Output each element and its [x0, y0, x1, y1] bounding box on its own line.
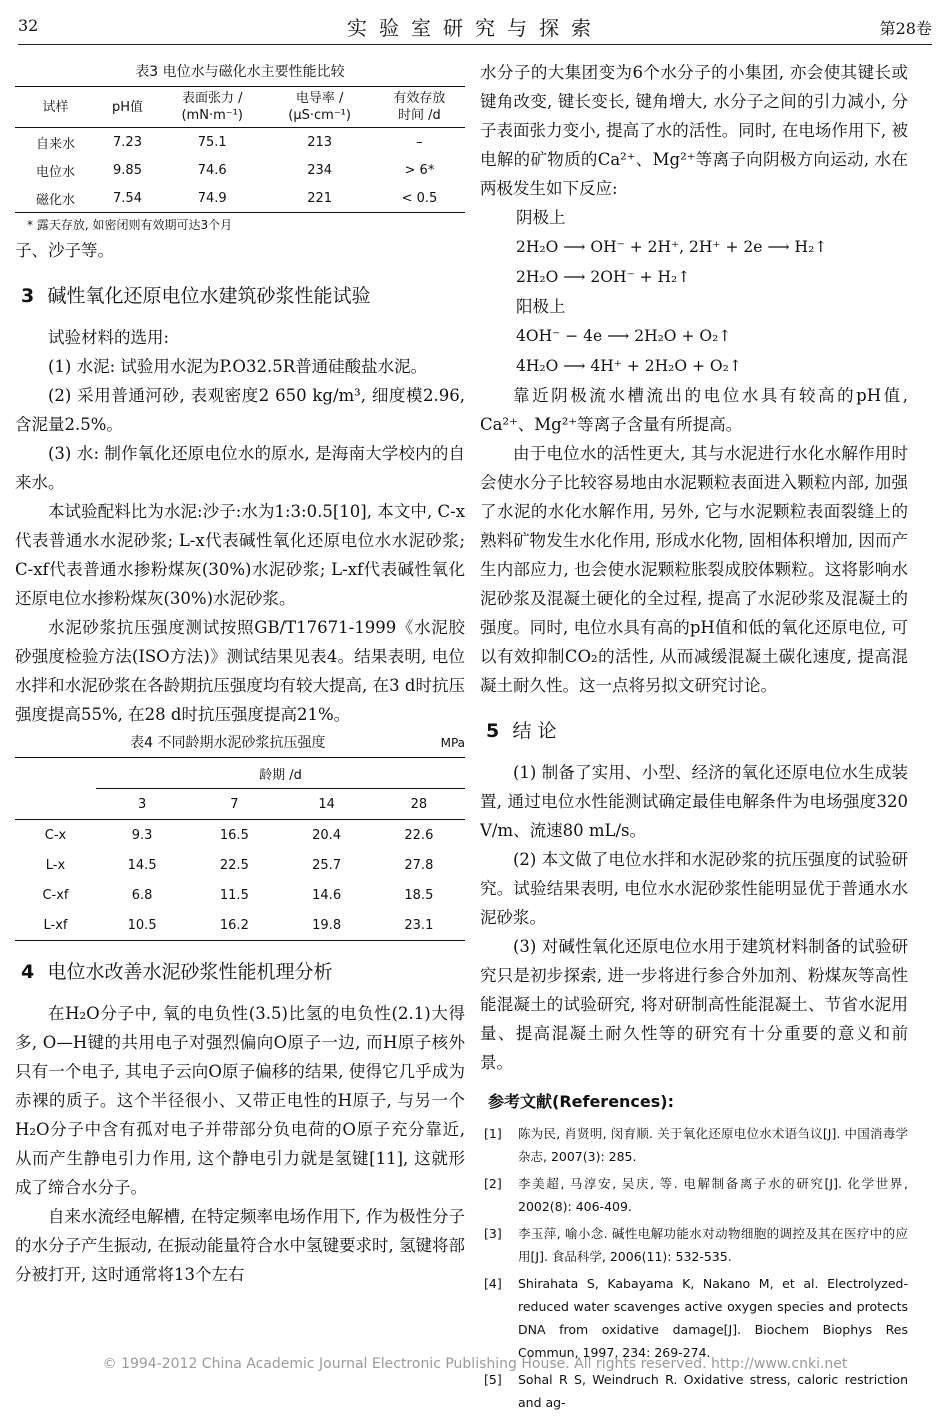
- table3-footnote: * 露天存放, 如密闭则有效期可达3个月: [27, 218, 233, 232]
- section-4-heading: 4 电位水改善水泥砂浆性能机理分析: [21, 961, 333, 983]
- copyright-footer: © 1994-2012 China Academic Journal Electronic Publishing House. All rights reserved. http://www.cnki.net: [102, 1356, 848, 1372]
- table-cell: 11.5: [219, 887, 249, 903]
- table4-group-header: 龄期 /d: [96, 758, 465, 789]
- table4-unit: MPa: [440, 736, 465, 750]
- table3-caption: 表3 电位水与磁化水主要性能比较: [135, 64, 345, 80]
- paragraph: 由于电位水的活性更大, 其与水泥进行水化水解作用时会使水分子比较容易地由水泥颗粒表面进入颗粒内部, 加强了水泥的水化水解作用, 另外, 它与水泥颗粒表面裂缝上的熟料矿物发生水化作用, 形成水化物, 固相体积增加, 因而产生内部应力, 也会使水泥颗粒胀裂成胶体颗粒。这将影响水泥砂浆及混凝土硬化的全过程, 提高了水泥砂浆及混凝土的强度。同时, 电位水具有高的pH值和低的氧化还原电位, 可以有效抑制CO₂的活性, 从而减缓混凝土碳化速度, 提高混凝土耐久性。这一点将另拟文研究讨论。: [480, 444, 908, 695]
- table-row: [15, 184, 465, 213]
- paragraph: 水泥砂浆抗压强度测试按照GB/T17671-1999《水泥胶砂强度检验方法(ISO方法)》测试结果见表4。结果表明, 电位水拌和水泥砂浆在各龄期抗压强度均有较大提高, 在3 d时抗压强度提高55%, 在28 d时抗压强度提高21%。: [15, 618, 465, 724]
- reaction-equation: 4H₂O ⟶ 4H⁺ + 2H₂O + O₂↑: [516, 357, 742, 375]
- table-cell: 10.5: [127, 917, 157, 933]
- table3-header: 试样: [15, 87, 96, 128]
- table-cell: 自来水: [35, 136, 75, 152]
- paragraph: (3) 对碱性氧化还原电位水用于建筑材料制备的试验研究只是初步探索, 进一步将进行参合外加剂、粉煤灰等高性能混凝土的试验研究, 将对研制高性能混凝土、节省水泥用量、提高混凝土耐久性等的研究有十分重要的意义和前景。: [480, 937, 908, 1072]
- table-cell: 9.85: [113, 162, 142, 178]
- table-cell: 221: [307, 190, 333, 206]
- table-cell: 磁化水: [35, 192, 75, 208]
- table-cell: 213: [307, 134, 333, 150]
- table-cell: 27.8: [404, 857, 434, 873]
- paragraph: 在H₂O分子中, 氧的电负性(3.5)比氢的电负性(2.1)大得多, O—H键的共用电子对强烈偏向O原子一边, 而H原子核外只有一个电子, 其电子云向O原子偏移的结果, 使得它几乎成为赤裸的质子。这个半径很小、又带正电性的H原子, 与另一个H₂O分子中含有孤对电子并带部分负电荷的O原子充分靠近, 从而产生静电引力作用, 这个静电引力就是氢键[11], 这就形成了缔合水分子。: [15, 1004, 465, 1197]
- table-cell: 7.23: [113, 134, 142, 150]
- table-cell: C-x: [44, 827, 67, 843]
- anode-label: 阳极上: [516, 297, 566, 316]
- table-cell: 7.54: [113, 190, 142, 206]
- reference-item: [5] Sohal R S, Weindruch R. Oxidative stress, caloric restriction and ag-: [484, 1372, 908, 1410]
- table-cell: 14.5: [127, 857, 157, 873]
- paragraph: 自来水流经电解槽, 在特定频率电场作用下, 作为极性分子的水分子产生振动, 在振动能量符合水中氢键要求时, 氢键将部分被打开, 这时通常将13个左右: [15, 1207, 465, 1284]
- table-cell: 74.6: [197, 162, 227, 178]
- table-cell: 23.1: [404, 917, 434, 933]
- left-column: [15, 58, 465, 1289]
- table4: [15, 757, 465, 941]
- reaction-equation: 2H₂O ⟶ OH⁻ + 2H⁺, 2H⁺ + 2e ⟶ H₂↑: [516, 238, 828, 256]
- page-number: 32: [18, 16, 39, 35]
- table4-header: 28: [410, 796, 428, 812]
- table-cell: 25.7: [312, 857, 342, 873]
- table-cell: L-xf: [43, 917, 68, 933]
- table-cell: > 6*: [404, 162, 435, 178]
- volume-label: 第28卷: [879, 19, 932, 38]
- paragraph: 试验材料的选用:: [48, 328, 170, 347]
- paragraph: 本试验配料比为水泥:沙子:水为1:3:0.5[10], 本文中, C-x代表普通水水泥砂浆; L-x代表碱性氧化还原电位水水泥砂浆; C-xf代表普通水掺粉煤灰(30%)水泥砂浆; L-xf代表碱性氧化还原电位水掺粉煤灰(30%)水泥砂浆。: [15, 502, 465, 608]
- table-cell: 18.5: [404, 887, 434, 903]
- table4-header: 7: [230, 796, 239, 812]
- reaction-equation: 2H₂O ⟶ 2OH⁻ + H₂↑: [516, 268, 691, 286]
- table-cell: C-xf: [42, 887, 69, 903]
- table-cell: 16.2: [219, 917, 249, 933]
- table4-caption: 表4 不同龄期水泥砂浆抗压强度 MPa: [130, 735, 465, 751]
- references-heading: 参考文献(References):: [488, 1092, 675, 1111]
- table-cell: < 0.5: [401, 190, 438, 206]
- paragraph: 靠近阴极流水槽流出的电位水具有较高的pH值, Ca²⁺、Mg²⁺等离子含量有所提高。: [480, 386, 908, 434]
- paragraph: (1) 制备了实用、小型、经济的氧化还原电位水生成装置, 通过电位水性能测试确定最佳电解条件为电场强度320 V/m、流速80 mL/s。: [480, 763, 908, 840]
- paragraph: 水分子的大集团变为6个水分子的小集团, 亦会使其键长或键角改变, 键长变长, 键角增大, 水分子之间的引力减小, 分子表面张力变小, 提高了水的活性。同时, 在电场作用下, 被电解的矿物质的Ca²⁺、Mg²⁺等离子向阴极方向运动, 水在两极发生如下反应:: [480, 63, 908, 198]
- right-column: [480, 58, 908, 1418]
- table-row: [15, 880, 465, 910]
- table4-header-row: [15, 789, 465, 820]
- section-3-heading: 3 碱性氧化还原电位水建筑砂浆性能试验: [21, 285, 371, 307]
- table3-header: 有效存放 时间 /d: [374, 87, 465, 128]
- table-cell: 19.8: [312, 917, 342, 933]
- reaction-equation: 4OH⁻ − 4e ⟶ 2H₂O + O₂↑: [516, 327, 732, 345]
- cathode-label: 阴极上: [516, 208, 566, 227]
- table-cell: 6.8: [131, 887, 153, 903]
- table-cell: 16.5: [219, 827, 249, 843]
- table-cell: 14.6: [312, 887, 342, 903]
- table-row: [15, 156, 465, 184]
- table3: [15, 86, 465, 213]
- table-cell: 234: [307, 162, 333, 178]
- table-cell: 20.4: [312, 827, 342, 843]
- table-row: [15, 128, 465, 157]
- table-cell: 74.9: [197, 190, 227, 206]
- paragraph: (2) 本文做了电位水拌和水泥砂浆的抗压强度的试验研究。试验结果表明, 电位水水泥砂浆性能明显优于普通水水泥砂浆。: [480, 850, 908, 927]
- reference-item: [1] 陈为民, 肖贤明, 闵育顺. 关于氧化还原电位水术语刍议[J]. 中国消毒学杂志, 2007(3): 285.: [484, 1126, 908, 1164]
- table3-header-row: [15, 87, 465, 128]
- table4-group-row: [15, 758, 465, 789]
- paragraph: (2) 采用普通河砂, 表观密度2 650 kg/m³, 细度模2.96, 含泥量2.5%。: [15, 386, 465, 434]
- table-cell: 22.5: [219, 857, 249, 873]
- table-cell: 9.3: [131, 827, 153, 843]
- page-header: [18, 10, 932, 45]
- paragraph: 子、沙子等。: [15, 241, 114, 260]
- table3-header: 电导率 / (μS·cm⁻¹): [265, 87, 373, 128]
- table4-header: 3: [137, 796, 147, 812]
- table4-header: 14: [318, 796, 335, 812]
- table3-header: pH值: [96, 87, 159, 128]
- table-row: [15, 910, 465, 941]
- table-cell: 75.1: [197, 134, 227, 150]
- table-cell: –: [416, 134, 423, 150]
- table-row: [15, 820, 465, 851]
- table-cell: 电位水: [35, 164, 75, 180]
- paragraph: (1) 水泥: 试验用水泥为P.O32.5R普通硅酸盐水泥。: [48, 357, 428, 376]
- paragraph: (3) 水: 制作氧化还原电位水的原水, 是海南大学校内的自来水。: [15, 444, 465, 492]
- reference-item: [2] 李美超, 马淳安, 吴庆, 等. 电解制备离子水的研究[J]. 化学世界, 2002(8): 406-409.: [484, 1176, 908, 1214]
- table-cell: 22.6: [404, 827, 434, 843]
- table-cell: L-x: [45, 857, 66, 873]
- journal-title: 实验室研究与探索: [347, 16, 603, 40]
- section-5-heading: 5 结 论: [486, 720, 557, 742]
- reference-item: [3] 李玉萍, 喻小念. 碱性电解功能水对动物细胞的调控及其在医疗中的应用[J]. 食品科学, 2006(11): 532-535.: [484, 1226, 908, 1264]
- table3-header: 表面张力 / (mN·m⁻¹): [159, 87, 265, 128]
- table-row: [15, 850, 465, 880]
- reference-item: [4] Shirahata S, Kabayama K, Nakano M, et al. Electrolyzed-reduced water scavenges active oxygen species and protects DNA from oxidative damage[J]. Biochem Biophys Res Commun, 1997, 234: 269-274.: [484, 1276, 908, 1360]
